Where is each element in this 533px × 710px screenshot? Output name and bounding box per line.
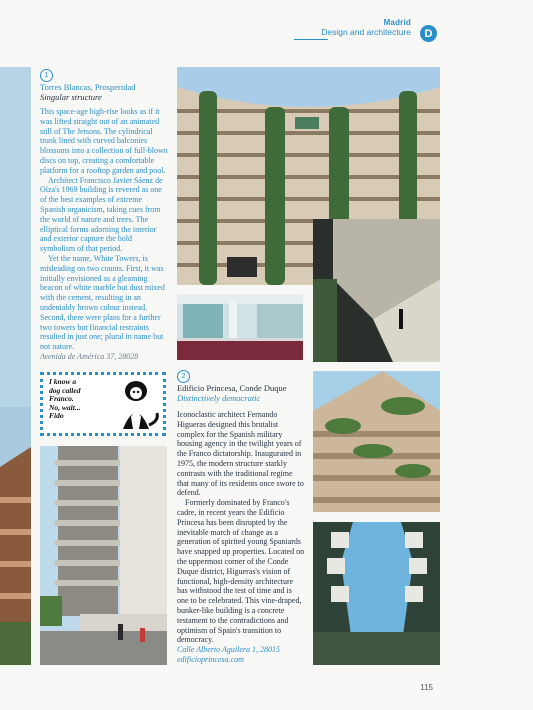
cartoon-caption: I know a dog called Franco. No, wait... Fido	[49, 377, 81, 421]
cartoon-box	[40, 372, 166, 436]
page-number: 115	[420, 683, 433, 692]
header-rule	[294, 39, 328, 40]
entry1-text	[40, 82, 168, 362]
photo-torres-blancas-graphic	[40, 446, 167, 665]
photo-looking-up	[313, 522, 440, 665]
photo-left-edge-building	[0, 67, 31, 665]
header-section: Design and architecture	[321, 27, 411, 37]
entry1-title: Torres Blancas, Prosperidad	[40, 82, 136, 92]
entry2-number: 2	[177, 370, 190, 383]
photo-torres-blancas	[40, 446, 167, 665]
entry2-paragraph: Iconoclastic architect Fernando Higueras designed this brutalist complex for the Spanish military housing agency in the twilight years of the Franco dictatorship. Inaugurated in 1975, the modern structure starkly contrasts with the traditional regime that many of its residents once swore to defend.	[177, 410, 304, 498]
photo-concrete-angle	[313, 219, 440, 362]
entry1-number: 1	[40, 69, 53, 82]
entry2-address: Calle Alberto Aguilera 1, 28015	[177, 645, 281, 655]
dog-illustration	[109, 377, 163, 433]
photo-concrete-angle-graphic	[313, 219, 440, 362]
entry2-title: Edificio Princesa, Conde Duque	[177, 383, 287, 393]
entry2-paragraph: Formerly dominated by Franco's cadre, in recent years the Edificio Princesa has been disrupted by the inevitable march of change as a generation of spirited young Spaniards have snapped up properties. Located on the uppermost corner of the Conde Duque district, Higueras's vision of functional, high-density architecture has withstood the test of time and is one to be celebrated. This vine-draped, bunker-like building is a concrete testament to the contradictions and optimism of Spain's transition to democracy.	[177, 498, 305, 645]
photo-terraces-graphic	[313, 371, 440, 512]
photo-courtyard	[177, 294, 303, 360]
entry1-paragraph: This space-age high-rise looks as if it was lifted straight out of an animated still of The Jetsons. The cylindrical trunk lined with curved balconies blossoms into a collection of full-blown discs on top, creating a comfortable platform for a rooftop garden and pool.	[40, 107, 168, 175]
photo-looking-up-graphic	[313, 522, 440, 665]
entry1-paragraph: Yet the name, White Towers, is misleading on two counts. First, it was initially envisioned as a gleaming beacon of white marble but dust mixed with the cement, resulting in an undeniably brown colour instead. Second, there were plans for a further two towers but financial restraints resulted in just one; plural in name but not nature.	[40, 253, 165, 352]
photo-left-edge-graphic	[0, 67, 31, 665]
entry2-text	[177, 383, 305, 665]
entry2-subtitle: Distinctively democratic	[177, 393, 261, 403]
entry1-address: Avenida de América 37, 28028	[40, 351, 139, 361]
entry2-website-link[interactable]: edificioprincesa.com	[177, 654, 244, 664]
entry1-paragraph: Architect Francisco Javier Sáenz de Oíza's 1969 building is revered as one of the best examples of extreme Spanish organicism, taking cues from the world of nature and trees. The elliptical forms adorning the interior and exterior capture the bold symbolism of that period.	[40, 175, 163, 254]
header-city: Madrid	[383, 18, 411, 27]
photo-courtyard-graphic	[177, 294, 303, 360]
section-badge: D	[420, 25, 437, 42]
photo-terraces	[313, 371, 440, 512]
entry1-subtitle: Singular structure	[40, 92, 102, 102]
